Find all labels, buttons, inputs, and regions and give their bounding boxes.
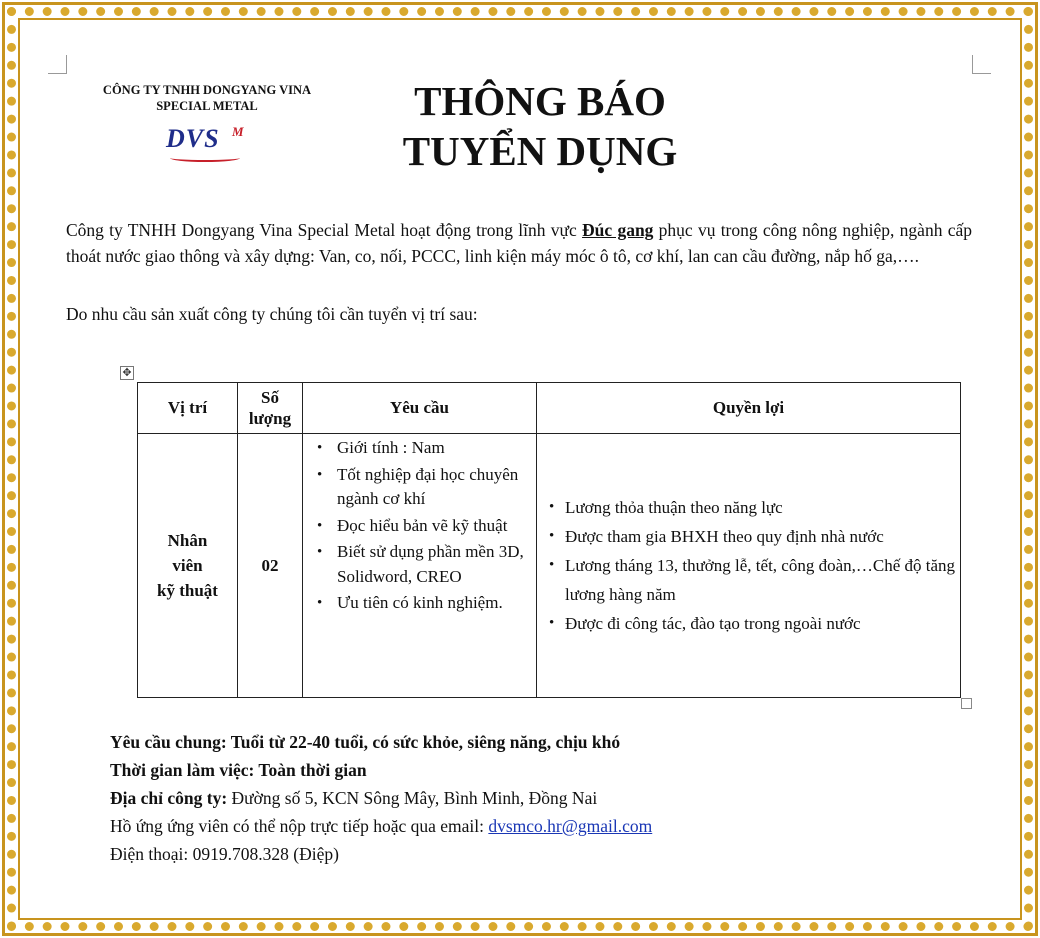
- table-move-handle-icon[interactable]: ✥: [120, 366, 134, 380]
- intro-line2: Do nhu cầu sản xuất công ty chúng tôi cần tuyển vị trí sau:: [66, 304, 478, 324]
- benefits-list: [537, 493, 960, 638]
- list-item: • Tốt nghiệp đại học chuyên ngành cơ khí: [303, 463, 536, 512]
- list-item: • Giới tính : Nam: [303, 436, 536, 461]
- email-link[interactable]: dvsmco.hr@gmail.com: [488, 816, 653, 836]
- list-item: • Ưu tiên có kinh nghiệm.: [303, 591, 536, 616]
- cell-quantity: 02: [238, 434, 303, 698]
- header-quantity-line2: lượng: [248, 409, 292, 428]
- intro-text-part2: phục vụ trong công nông nghiệp, ngành cấp thoát nước giao thông và xây dựng: Van, co, nối, PCCC, linh kiện máy móc ô tô, cơ khí, lan can cầu đường, nắp hố ga,….: [66, 220, 972, 266]
- phone-number: Điện thoại: 0919.708.328 (Điệp): [110, 844, 339, 864]
- logo-text: DVS: [166, 124, 220, 153]
- title-line1: THÔNG BÁO: [414, 78, 666, 124]
- company-logo: [166, 124, 256, 160]
- intro-highlight: Đúc gang: [582, 220, 654, 240]
- crop-mark-top-right: [972, 55, 991, 74]
- header-position: Vị trí: [138, 383, 238, 434]
- address-label: Địa chỉ công ty:: [110, 788, 228, 808]
- cell-position: [138, 434, 238, 698]
- header-quantity-line1: Số: [261, 388, 279, 407]
- intro-text-part1: Công ty TNHH Dongyang Vina Special Metal hoạt động trong lĩnh vực: [66, 220, 583, 240]
- list-item: • Lương thỏa thuận theo năng lực: [537, 493, 960, 522]
- address-value: Đường số 5, KCN Sông Mây, Bình Minh, Đồng Nai: [227, 788, 598, 808]
- header-benefits: Quyền lợi: [537, 383, 961, 434]
- intro-paragraph: [66, 217, 972, 269]
- table-row: [138, 434, 961, 698]
- table-header-row: [138, 383, 961, 434]
- cell-benefits: [537, 434, 961, 698]
- list-item: • Đọc hiểu bản vẽ kỹ thuật: [303, 514, 536, 539]
- general-requirements: Yêu cầu chung: Tuổi từ 22-40 tuổi, có sức khỏe, siêng năng, chịu khó: [110, 732, 621, 752]
- company-address: [110, 784, 652, 812]
- logo-swoosh: [170, 154, 240, 162]
- list-item: • Được tham gia BHXH theo quy định nhà nước: [537, 522, 960, 551]
- title-line2: TUYỂN DỤNG: [402, 128, 678, 174]
- position-line3: kỹ thuật: [157, 581, 218, 600]
- footer-info: [110, 728, 652, 868]
- cell-requirements: [303, 434, 537, 698]
- work-time: Thời gian làm việc: Toàn thời gian: [110, 760, 367, 780]
- list-item: • Lương tháng 13, thưởng lễ, tết, công đoàn,…Chế độ tăng lương hàng năm: [537, 551, 960, 609]
- company-name: [76, 82, 338, 114]
- apply-info: [110, 812, 652, 840]
- company-name-line1: CÔNG TY TNHH DONGYANG VINA: [102, 83, 312, 97]
- company-name-line2: SPECIAL METAL: [156, 99, 258, 113]
- apply-text: Hồ ứng ứng viên có thể nộp trực tiếp hoặc qua email:: [110, 816, 489, 836]
- table-resize-handle[interactable]: [961, 698, 972, 709]
- list-item: • Được đi công tác, đào tạo trong ngoài nước: [537, 609, 960, 638]
- list-item: • Biết sử dụng phần mền 3D, Solidword, CREO: [303, 540, 536, 589]
- logo-superscript: M: [232, 124, 244, 139]
- header-requirements: Yêu cầu: [303, 383, 537, 434]
- position-line2: viên: [172, 556, 203, 575]
- crop-mark-top-left: [48, 55, 67, 74]
- page-title: [340, 76, 740, 176]
- header-quantity: [238, 383, 303, 434]
- position-line1: Nhân: [167, 531, 208, 550]
- requirements-list: [303, 434, 536, 616]
- job-table: [137, 382, 961, 698]
